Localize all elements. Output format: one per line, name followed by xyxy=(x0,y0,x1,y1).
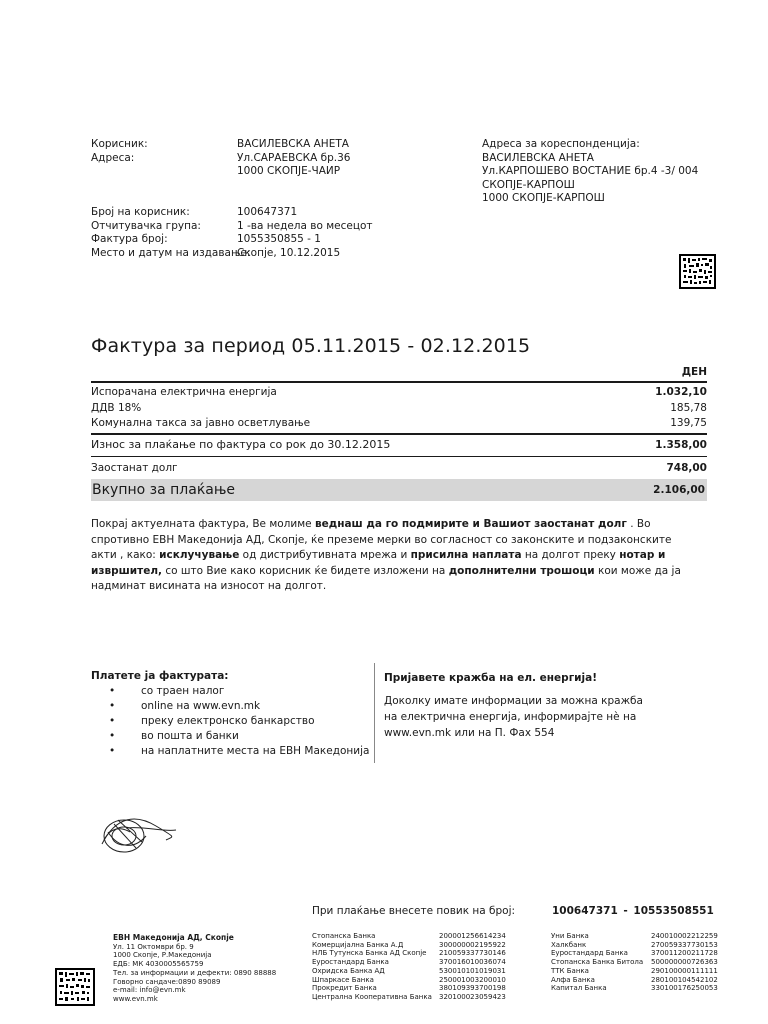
theft-section xyxy=(384,670,664,741)
notice-emphasis: исклучување xyxy=(159,549,240,561)
customer-row xyxy=(91,165,350,179)
header-rule xyxy=(91,381,707,383)
pay-section xyxy=(91,670,371,759)
amount-due-label: Износ за плаќање по фактура со рок до 30.12.2015 xyxy=(91,438,391,451)
bank-list-right xyxy=(551,932,718,993)
correspondence-line: СКОПЈЕ-КАРПОШ xyxy=(482,178,575,191)
company-name: ЕВН Македонија АД, Скопје xyxy=(113,933,234,942)
currency-header xyxy=(91,366,707,378)
amount-due-value: 1.358,00 xyxy=(655,438,707,451)
customer-city: 1000 СКОПЈЕ-ЧАИР xyxy=(237,165,341,178)
bank-row: Капитал Банка 330100176250053 xyxy=(551,984,718,993)
customer-name: ВАСИЛЕВСКА АНЕТА xyxy=(237,138,349,150)
detail-row: Фактура број: 1055350855 - 1 xyxy=(91,233,321,246)
bank-row: Уни Банка 240010002212259 xyxy=(551,932,718,940)
bank-row: Централна Кооперативна Банка 320100023059423 xyxy=(312,992,506,1001)
issue-date: Скопје, 10.12.2015 xyxy=(237,246,341,259)
footer-qr-code xyxy=(55,968,95,1006)
total-value: 2.106,00 xyxy=(653,484,705,496)
invoice-table xyxy=(91,364,707,504)
outstanding-label: Заостанат долг xyxy=(91,462,178,474)
reference-number: 100647371 - 10553508551 xyxy=(552,905,714,917)
notice-emphasis: веднаш да го подмирите и Вашиот заостанат долг xyxy=(314,518,627,530)
bank-list-left xyxy=(312,932,506,1002)
bank-row: Халкбанк 270059337730153 xyxy=(551,940,718,949)
bank-row: ТТК Банка 290100000111111 xyxy=(551,966,718,975)
signature-stamp xyxy=(96,806,178,866)
theft-line: www.evn.mk или на П. Фах 554 xyxy=(384,727,555,739)
notice-emphasis: дополнителни трошоци xyxy=(448,564,595,577)
reference-label: При плаќање внесете повик на број: xyxy=(312,905,516,917)
invoice-item-row: ДДВ 18% 185,78 xyxy=(91,402,707,414)
correspondence-line: Ул.КАРПОШЕВО ВОСТАНИЕ бр.4 -3/ 004 xyxy=(482,165,699,178)
notice-emphasis: нотар и извршител, xyxy=(91,549,666,577)
subtotal-rule xyxy=(91,433,707,435)
list-item: • преку електронско банкарство xyxy=(109,715,315,727)
bank-row: Еуростандард Банка 370011200211728 xyxy=(551,949,718,958)
bank-row: Прокредит Банка 380109393700198 xyxy=(312,984,506,993)
bank-row: НЛБ Тутунска Банка АД Скопје 210059337730146 xyxy=(312,949,506,958)
reading-group: 1 -ва недела во месецот xyxy=(237,219,373,232)
total-row xyxy=(91,479,707,501)
bank-row: Еуростандард Банка 370016010036074 xyxy=(312,958,506,967)
customer-details xyxy=(91,206,373,260)
bank-row: Алфа Банка 280100104542102 xyxy=(551,975,718,984)
amount-due-row xyxy=(91,438,707,451)
pay-list xyxy=(91,684,371,759)
list-item: • online на www.evn.mk xyxy=(109,700,261,712)
bank-row: Комерцијална Банка А.Д 300000002195922 xyxy=(312,940,506,949)
theft-line: на електрична енергија, информирајте нè на xyxy=(384,711,637,723)
customer-number: 100647371 xyxy=(237,206,298,218)
list-item: • со траен налог xyxy=(109,685,225,697)
outstanding-row xyxy=(91,462,707,474)
bank-row: Охридска Банка АД 530010101019031 xyxy=(312,966,506,975)
list-item: • на наплатните места на ЕВН Македонија xyxy=(109,745,370,757)
currency-label: ДЕН xyxy=(681,366,707,378)
bank-row: Стопанска Банка Битола 500000000726363 xyxy=(551,958,718,967)
customer-row: Адреса: Ул.САРАЕВСКА бр.36 xyxy=(91,151,351,164)
notice-emphasis: присилна наплата xyxy=(410,549,522,561)
theft-title: Пријавете кражба на ел. енергија! xyxy=(384,672,598,684)
customer-row: Корисник: ВАСИЛЕВСКА АНЕТА xyxy=(91,138,349,150)
invoice-title: Фактура за период 05.11.2015 - 02.12.2015 xyxy=(91,335,531,357)
theft-line: Доколку имате информации за можна кражба xyxy=(384,695,643,707)
detail-row: Отчитувачка група: 1 -ва недела во месецот xyxy=(91,219,373,232)
section-divider xyxy=(374,663,375,763)
customer-block xyxy=(91,138,350,179)
amount-rule xyxy=(91,456,707,457)
pay-title: Платете ја фактурата: xyxy=(91,670,229,682)
correspondence-line: ВАСИЛЕВСКА АНЕТА xyxy=(482,151,594,164)
detail-row: Број на корисник: 100647371 xyxy=(91,206,298,218)
correspondence-title: Адреса за кореспонденција: xyxy=(482,138,640,150)
correspondence-line: 1000 СКОПЈЕ-КАРПОШ xyxy=(482,192,605,205)
total-label: Вкупно за плаќање xyxy=(92,482,236,498)
outstanding-value: 748,00 xyxy=(666,462,707,474)
invoice-item-row: Испорачана електрична енергија 1.032,10 xyxy=(91,386,707,398)
list-item: • во пошта и банки xyxy=(109,730,239,742)
bank-row: Шпаркасе Банка 250001003200010 xyxy=(312,975,506,984)
invoice-item-row: Комунална такса за јавно осветлување 139,75 xyxy=(91,417,707,429)
correspondence-block xyxy=(482,138,698,206)
invoice-number: 1055350855 - 1 xyxy=(237,233,321,246)
qr-code xyxy=(679,254,716,289)
bank-row: Стопанска Банка 200001256614234 xyxy=(312,932,506,940)
detail-row: Место и датум на издавање: Скопје, 10.12.2015 xyxy=(91,246,341,259)
notice-paragraph: Покрај актуелната фактура, Ве молиме веднаш да го подмирите и Вашиот заостанат долг . Во спротивно ЕВН Македонија АД, Скопје, ќе преземе мерки во согласност со законските и подзаконските акти , како: исклучување од дистрибутивната мрежа и присилна наплата на долгот преку нотар и извршител, со што Вие како корисник ќе бидете изложени на дополнителни трошоци кои може да ја надминат висината на износот на долгот. xyxy=(91,518,681,592)
company-info: ЕВН Македонија АД, Скопје Ул. 11 Октомври бр. 9 1000 Скопје, Р.Македонија ЕДБ: МК 4030005565759 Тел. за информации и дефекти: 0890 88888 Говорно сандаче:0890 89089 e-mail: info@evn.mk www.evn.mk xyxy=(113,933,277,1003)
customer-address: Ул.САРАЕВСКА бр.36 xyxy=(237,151,351,164)
